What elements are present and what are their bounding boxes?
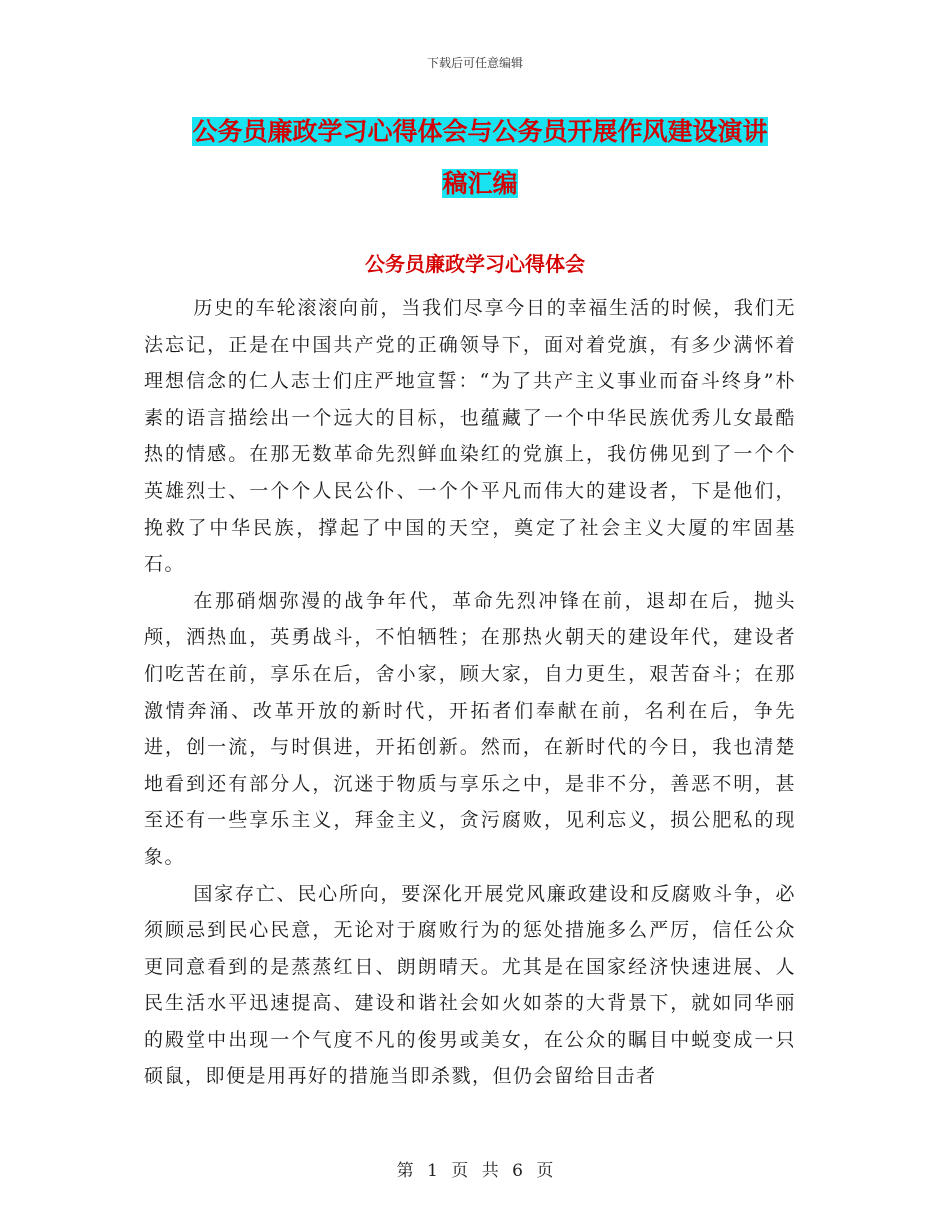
paragraph: 在那硝烟弥漫的战争年代，革命先烈冲锋在前，退却在后，抛头颅，洒热血，英勇战斗，不怕牺牲；在那热火朝天的建设年代，建设者们吃苦在前，享乐在后，舍小家，顾大家，自力更生，艰苦奋斗；在那激情奔涌、改革开放的新时代，开拓者们奉献在前，名利在后，争先进，创一流，与时俱进，开拓创新。然而，在新时代的今日，我也清楚地看到还有部分人，沉迷于物质与享乐之中，是非不分，善恶不明，甚至还有一些享乐主义，拜金主义，贪污腐败，见利忘义，损公肥私的现象。 xyxy=(144,589,796,868)
document-title-line-2: 稿汇编 xyxy=(442,169,518,198)
paragraph: 国家存亡、民心所向，要深化开展党风廉政建设和反腐败斗争，必须顾忌到民心民意，无论对于腐败行为的惩处措施多么严厉，信任公众更同意看到的是蒸蒸红日、朗朗晴天。尤其是在国家经济快速进展、人民生活水平迅速提高、建设和谐社会如火如荼的大背景下，就如同华丽的殿堂中出现一个气度不凡的俊男或美女，在公众的瞩目中蜕变成一只硕鼠，即便是用再好的措施当即杀戮，但仍会留给目击者 xyxy=(144,882,796,1088)
document-title xyxy=(140,106,820,210)
section-title: 公务员廉政学习心得体会 xyxy=(365,252,585,276)
page-header: 下载后可任意编辑 xyxy=(426,56,523,70)
document-title-line-1: 公务员廉政学习心得体会与公务员开展作风建设演讲 xyxy=(192,117,768,146)
paragraph: 历史的车轮滚滚向前，当我们尽享今日的幸福生活的时候，我们无法忘记，正是在中国共产党的正确领导下，面对着党旗，有多少满怀着理想信念的仁人志士们庄严地宣誓：“为了共产主义事业而奋斗终身”朴素的语言描绘出一个远大的目标，也蕴藏了一个中华民族优秀儿女最酷热的情感。在那无数革命先烈鲜血染红的党旗上，我仿佛见到了一个个英雄烈士、一个个人民公仆、一个个平凡而伟大的建设者，下是他们，挽救了中华民族，撑起了中国的天空，奠定了社会主义大厦的牢固基石。 xyxy=(144,297,796,576)
page-number-footer: 第 1 页 共 6 页 xyxy=(396,1161,554,1181)
document-body xyxy=(144,290,796,1095)
